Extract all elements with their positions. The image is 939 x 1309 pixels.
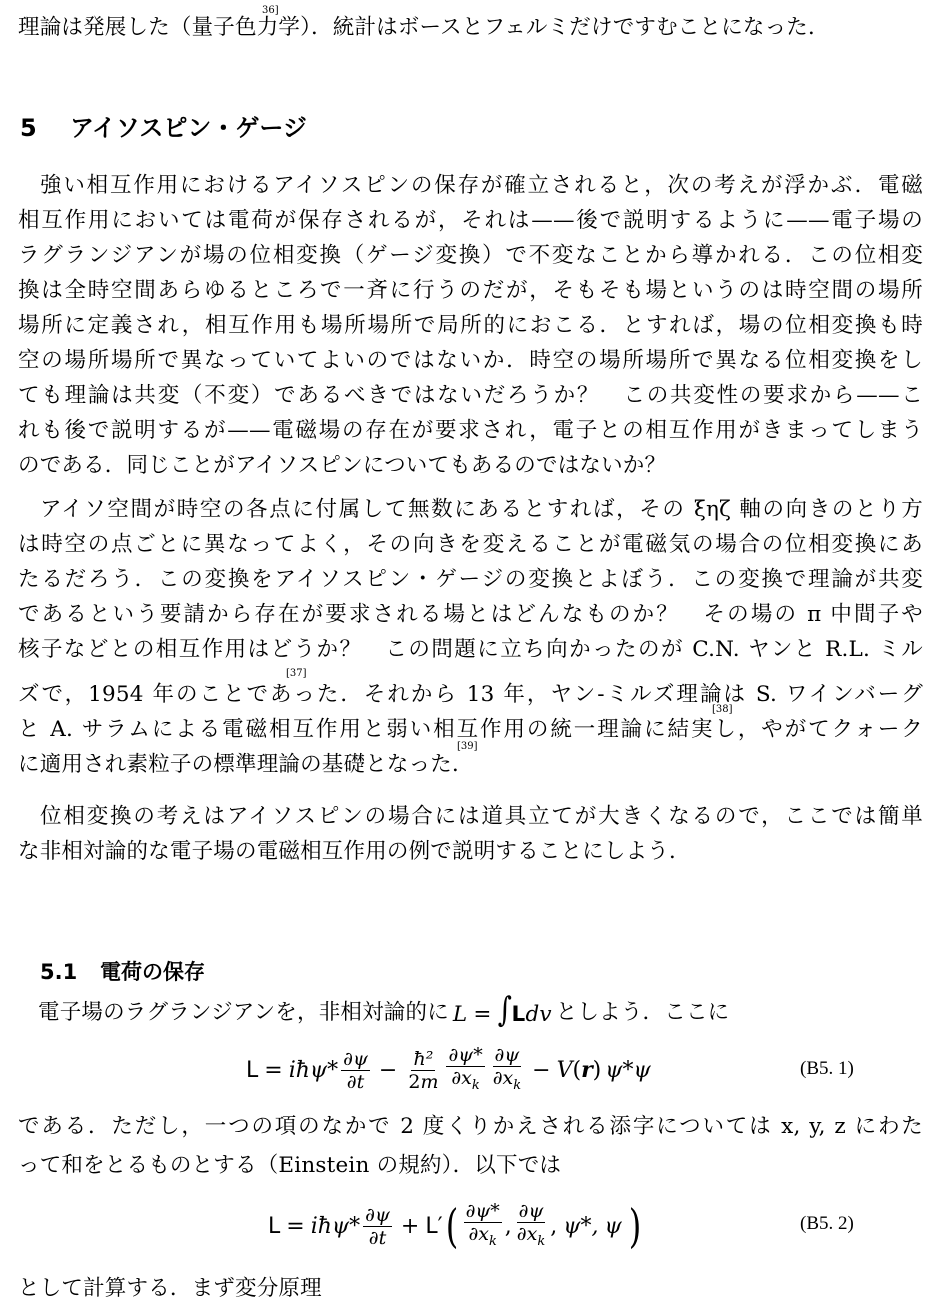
para1-line-4: 換は全時空間あらゆるところで一斉に行うのだが，そもそも場というのは時空間の場所 <box>18 278 923 303</box>
last-line: として計算する．まず変分原理 <box>18 1276 322 1301</box>
subsection-heading <box>40 958 205 986</box>
para1-line-7: ても理論は共変（不変）であるべきではないだろうか？ この共変性の要求から——こ <box>18 383 923 408</box>
inline-math: L = ∫Ldv <box>452 990 552 1030</box>
para1-line-9: のである．同じことがアイソスピンについてもあるのではないか？ <box>18 453 667 478</box>
para2-line-8: に適用され素粒子の標準理論の基礎となった． <box>18 752 474 777</box>
mid-line-2: って和をとるものとする（Einstein の規約）．以下では <box>18 1153 562 1178</box>
section-heading <box>20 114 307 142</box>
para1-line-1: 強い相互作用におけるアイソスピンの保存が確立されると，次の考えが浮かぶ．電磁 <box>40 173 923 198</box>
para1-line-6: 空の場所場所で異なっていてよいのではないか．時空の場所場所で異なる位相変換をし <box>18 348 923 373</box>
para2-line-5: 核子などとの相互作用はどうか？ この問題に立ち向かったのが C.N. ヤンと R.L. ミル <box>18 637 923 662</box>
ref-36: 36] <box>262 5 279 16</box>
para3-line-1: 位相変換の考えはアイソスピンの場合には道具立てが大きくなるので，ここでは簡単 <box>40 804 923 829</box>
subsection-title: 電荷の保存 <box>100 960 205 984</box>
equation-b5-2: L = iħψ* $\frac{\partial\psi}{\partial t}$ + L′ ( $\frac{\partial\psi*}{\partial x_k}$ , $\frac{\partial\psi}{\partial x_k}$ , ψ*, ψ ) <box>268 1199 642 1253</box>
ref-37: [37] <box>286 668 307 679</box>
para2-line-3: たるだろう．この変換をアイソスピン・ゲージの変換とよぼう．この変換で理論が共変 <box>18 567 923 592</box>
eq1-number: (B5. 1) <box>800 1058 854 1079</box>
equation-b5-1: L = iħψ* $\frac{\partial\psi}{\partial t}$ − $\frac{\text{ħ²}}{2m}$ $\frac{\partial\psi*}{\partial x_k}$ $\frac{\partial\psi}{\partial x_k}$ − V (r) ψ*ψ <box>246 1043 651 1093</box>
section-number: 5 <box>20 114 37 142</box>
mid-line-1: である．ただし，一つの項のなかで 2 度くりかえされる添字については x, y, z にわた <box>18 1114 923 1139</box>
para3-line-2: な非相対論的な電子場の電磁相互作用の例で説明することにしよう． <box>18 839 691 864</box>
para1-line-5: 場所に定義され，相互作用も場所場所で局所的におこる．とすれば，場の位相変換も時 <box>18 313 923 338</box>
ref-39: [39] <box>457 741 478 752</box>
para2-line-4: であるという要請から存在が要求される場とはどんなものか？ その場の π 中間子や <box>18 602 923 627</box>
para1-line-2: 相互作用においては電荷が保存されるが，それは——後で説明するように——電子場の <box>18 208 923 233</box>
ref-38: [38] <box>712 704 733 715</box>
top-line: 理論は発展した（量子色力学）．統計はボースとフェルミだけですむことになった． <box>18 15 830 40</box>
para2-line-6: ズで，1954 年のことであった．それから 13 年，ヤン‐ミルズ理論は S. ワインバーグ <box>18 682 923 707</box>
para2-line-1: アイソ空間が時空の各点に付属して無数にあるとすれば，その ξηζ 軸の向きのとり方 <box>40 497 923 522</box>
intro-line <box>38 990 918 1030</box>
section-title: アイソスピン・ゲージ <box>70 114 307 142</box>
intro-after: としよう．ここに <box>555 999 730 1025</box>
para2-line-2: は時空の点ごとに異なってよく，その向きを変えることが電磁気の場合の位相変換にあ <box>18 532 923 557</box>
para1-line-8: れも後で説明するが——電磁場の存在が要求され，電子との相互作用がきまってしまう <box>18 418 923 443</box>
eq2-number: (B5. 2) <box>800 1213 854 1234</box>
subsection-number: 5.1 <box>40 960 78 984</box>
intro-before: 電子場のラグランジアンを，非相対論的に <box>38 999 449 1025</box>
para2-line-7: と A. サラムによる電磁相互作用と弱い相互作用の統一理論に結実し，やがてクォーク <box>18 717 923 742</box>
para1-line-3: ラグランジアンが場の位相変換（ゲージ変換）で不変なことから導かれる．この位相変 <box>18 243 923 268</box>
